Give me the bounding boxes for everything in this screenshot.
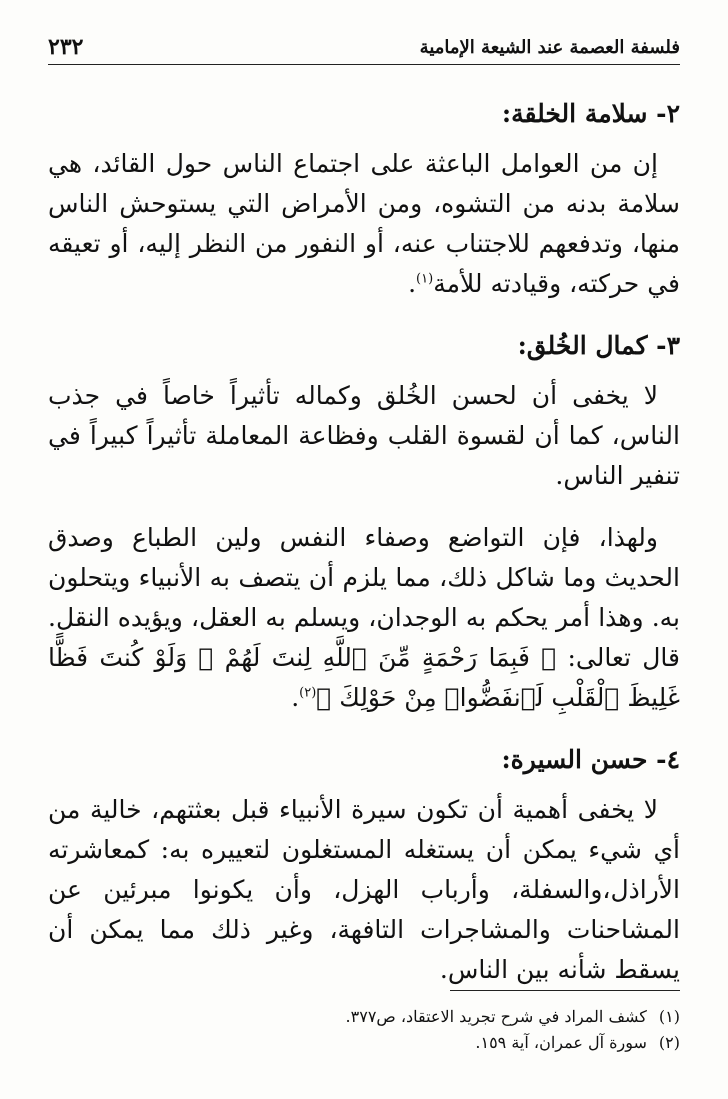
page-number: ٢٣٢	[48, 34, 84, 60]
footnote-text: سورة آل عمران، آية ١٥٩.	[475, 1033, 647, 1052]
section-heading: ٣- كمال الخُلق:	[517, 331, 680, 360]
footnotes	[48, 1004, 680, 1056]
footnote-number: (١)	[658, 1007, 680, 1026]
footnote-marker: (١)	[416, 271, 434, 287]
paragraph: لا يخفى أن لحسن الخُلق وكماله تأثيراً خاصاً في جذب الناس، كما أن لقسوة القلب وفظاعة المعاملة تأثيراً كبيراً في تنفير الناس.	[48, 381, 680, 490]
book-title: فلسفة العصمة عند الشيعة الإمامية	[419, 36, 680, 58]
footnote-text: كشف المراد في شرح تجريد الاعتقاد، ص٣٧٧.	[345, 1007, 647, 1026]
page-body	[48, 88, 680, 1012]
paragraph: لا يخفى أهمية أن تكون سيرة الأنبياء قبل بعثتهم، خالية من أي شيء يمكن أن يستغله المستغلون لتعييره به: كمعاشرته الأراذل،والسفلة، وأرباب الهزل، وأن يكونوا مبرئين عن المشاحنات والمشاجرات التافهة، وغير ذلك مما يمكن أن يسقط شأنه بين الناس.	[48, 795, 680, 984]
footnote-divider	[450, 990, 680, 991]
section-heading: ٢- سلامة الخلقة:	[501, 99, 680, 128]
paragraph: ولهذا، فإن التواضع وصفاء النفس ولين الطباع وصدق الحديث وما شاكل ذلك، مما يلزم أن يتصف به الأنبياء ويتحلون به. وهذا أمر يحكم به الوجدان، ويسلم به العقل، ويؤيده النقل. قال تعالى: ﴿ فَبِمَا رَحْمَةٍ مِّنَ ٱللَّهِ لِنتَ لَهُمْ ۖ وَلَوْ كُنتَ فَظًّا غَلِيظَ ٱلْقَلْبِ لَٱنفَضُّوا۟ مِنْ حَوْلِكَ ﴾$^{(٢)}$.	[48, 523, 680, 712]
footnote-marker: (٢)	[299, 685, 317, 701]
footnote	[48, 1004, 680, 1030]
running-header	[48, 30, 680, 65]
paragraph: إن من العوامل الباعثة على اجتماع الناس حول القائد، هي سلامة بدنه من التشوه، ومن الأمراض التي يستوحش الناس منها، وتدفعهم للاجتناب عنه، أو النفور من النظر إليه، أو تعيقه في حركته، وقيادته للأمة$^{(١)}$.	[48, 149, 680, 298]
footnote	[48, 1030, 680, 1056]
section-heading: ٤- حسن السيرة:	[501, 745, 680, 774]
quran-verse: ﴿ فَبِمَا رَحْمَةٍ مِّنَ ٱللَّهِ لِنتَ لَهُمْ ۖ وَلَوْ كُنتَ فَظًّا غَلِيظَ ٱلْقَلْبِ لَٱنفَضُّوا۟ مِنْ حَوْلِكَ ﴾	[48, 643, 680, 712]
footnote-number: (٢)	[658, 1033, 680, 1052]
